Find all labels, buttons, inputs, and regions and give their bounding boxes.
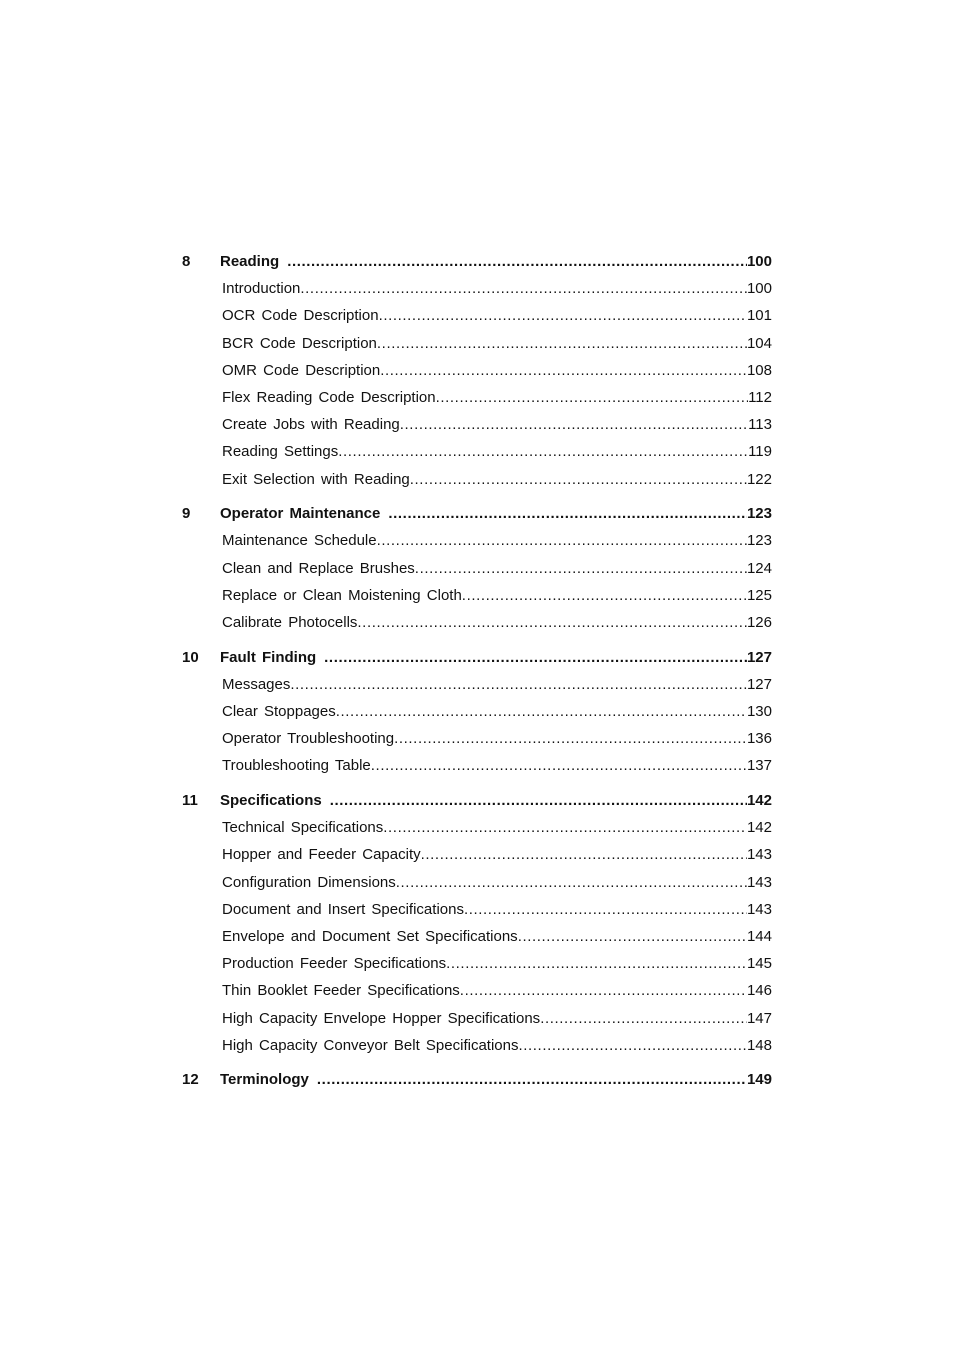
- toc-entry[interactable]: [182, 330, 772, 357]
- toc-chapter: [182, 787, 772, 1059]
- dot-leader: [383, 814, 747, 841]
- toc-line: [220, 644, 772, 671]
- toc-line: [222, 725, 772, 752]
- entry-title: Replace or Clean Moistening Cloth: [222, 586, 462, 604]
- entry-title: OMR Code Description: [222, 361, 381, 379]
- toc-entry[interactable]: [182, 384, 772, 411]
- entry-page-number: 104: [746, 334, 772, 352]
- entry-page-number: 100: [746, 280, 772, 298]
- toc-line: [220, 248, 772, 275]
- chapter-number: 9: [182, 505, 191, 523]
- entry-page-number: 108: [746, 361, 772, 379]
- entry-title: Messages: [222, 675, 291, 693]
- entry-title: High Capacity Envelope Hopper Specifications: [222, 1009, 541, 1027]
- entry-title: Clean and Replace Brushes: [222, 559, 415, 577]
- toc-chapter: [182, 248, 772, 493]
- entry-page-number: 119: [748, 443, 772, 461]
- entry-title: OCR Code Description: [222, 307, 379, 325]
- toc-entry[interactable]: [182, 923, 772, 950]
- dot-leader: [518, 923, 747, 950]
- entry-title: High Capacity Conveyor Belt Specifications: [222, 1036, 519, 1054]
- toc-line: [222, 609, 772, 636]
- toc-line: [222, 671, 772, 698]
- entry-page-number: 142: [746, 819, 772, 837]
- toc-line: [222, 814, 772, 841]
- toc-line: [222, 950, 772, 977]
- table-of-contents: [182, 248, 772, 1101]
- entry-title: Hopper and Feeder Capacity: [222, 846, 421, 864]
- entry-page-number: 137: [746, 757, 772, 775]
- dot-leader: [400, 411, 748, 438]
- toc-line: [222, 466, 772, 493]
- dot-leader: [336, 698, 747, 725]
- dot-leader: [415, 555, 747, 582]
- dot-leader: [462, 582, 747, 609]
- dot-leader: [317, 1066, 747, 1093]
- entry-title: Calibrate Photocells: [222, 613, 358, 631]
- entry-title: Reading Settings: [222, 443, 339, 461]
- dot-leader: [300, 275, 747, 302]
- chapter-page-number: 142: [746, 792, 772, 810]
- toc-line: [222, 1005, 772, 1032]
- dot-leader: [330, 787, 747, 814]
- toc-line: [222, 1032, 772, 1059]
- entry-page-number: 145: [746, 955, 772, 973]
- dot-leader: [371, 752, 747, 779]
- toc-line: [222, 302, 772, 329]
- entry-title: Thin Booklet Feeder Specifications: [222, 982, 460, 1000]
- dot-leader: [380, 357, 747, 384]
- entry-page-number: 136: [746, 730, 772, 748]
- toc-line: [222, 275, 772, 302]
- chapter-title: Specifications: [220, 792, 322, 810]
- entry-page-number: 122: [746, 470, 772, 488]
- entry-title: Clear Stoppages: [222, 703, 336, 720]
- toc-line: [222, 698, 772, 725]
- dot-leader: [436, 384, 748, 411]
- toc-line: [222, 384, 772, 411]
- entry-page-number: 127: [746, 675, 772, 693]
- chapter-page-number: 123: [746, 505, 772, 523]
- dot-leader: [421, 841, 747, 868]
- toc-entry[interactable]: [182, 302, 772, 329]
- entry-title: Exit Selection with Reading: [222, 470, 410, 488]
- dot-leader: [410, 466, 747, 493]
- dot-leader: [388, 500, 747, 527]
- toc-line: [220, 500, 772, 527]
- toc-line: [222, 841, 772, 868]
- toc-line: [222, 977, 772, 1004]
- entry-title: Technical Specifications: [222, 819, 384, 837]
- toc-entry[interactable]: [182, 609, 772, 636]
- toc-entry[interactable]: [182, 357, 772, 384]
- toc-entry[interactable]: [182, 814, 772, 841]
- toc-entry[interactable]: [182, 527, 772, 554]
- toc-entry[interactable]: [182, 869, 772, 896]
- toc-line: [222, 555, 772, 582]
- entry-page-number: 125: [746, 586, 772, 604]
- entry-title: Maintenance Schedule: [222, 532, 377, 550]
- entry-title: Introduction: [222, 280, 301, 298]
- toc-line: [222, 923, 772, 950]
- toc-chapter-heading[interactable]: [182, 787, 772, 814]
- entry-page-number: 148: [746, 1036, 772, 1054]
- dot-leader: [287, 248, 747, 275]
- dot-leader: [396, 869, 747, 896]
- toc-entry[interactable]: [182, 438, 772, 465]
- toc-chapter: [182, 500, 772, 636]
- chapter-number: 10: [182, 648, 199, 666]
- chapter-title: Fault Finding: [220, 648, 317, 666]
- dot-leader: [464, 896, 747, 923]
- entry-page-number: 101: [746, 307, 772, 325]
- toc-entry[interactable]: [182, 896, 772, 923]
- toc-line: [222, 411, 772, 438]
- entry-page-number: 143: [746, 873, 772, 891]
- entry-page-number: 143: [746, 846, 772, 864]
- toc-chapter-heading[interactable]: [182, 1066, 772, 1093]
- dot-leader: [518, 1032, 746, 1059]
- entry-title: Envelope and Document Set Specifications: [222, 928, 518, 945]
- toc-line: [222, 582, 772, 609]
- toc-chapter: [182, 1066, 772, 1093]
- chapter-number: 8: [182, 253, 191, 270]
- toc-line: [222, 869, 772, 896]
- toc-line: [222, 438, 772, 465]
- dot-leader: [290, 671, 747, 698]
- dot-leader: [446, 950, 747, 977]
- chapter-number: 11: [182, 792, 198, 810]
- toc-entry[interactable]: [182, 555, 772, 582]
- entry-title: Operator Troubleshooting: [222, 730, 395, 748]
- entry-title: Document and Insert Specifications: [222, 900, 464, 918]
- entry-title: Configuration Dimensions: [222, 873, 396, 891]
- toc-entry[interactable]: [182, 977, 772, 1004]
- dot-leader: [338, 438, 748, 465]
- chapter-title: Reading: [220, 253, 280, 270]
- toc-line: [220, 787, 772, 814]
- toc-entry[interactable]: [182, 698, 772, 725]
- toc-line: [222, 896, 772, 923]
- dot-leader: [377, 330, 747, 357]
- entry-title: Create Jobs with Reading: [222, 416, 400, 434]
- toc-line: [220, 1066, 772, 1093]
- toc-entry[interactable]: [182, 841, 772, 868]
- toc-chapter-heading[interactable]: [182, 500, 772, 527]
- chapter-number: 12: [182, 1071, 199, 1089]
- chapter-title: Operator Maintenance: [220, 505, 381, 523]
- toc-entry[interactable]: [182, 950, 772, 977]
- toc-entry[interactable]: [182, 582, 772, 609]
- toc-line: [222, 330, 772, 357]
- toc-entry[interactable]: [182, 275, 772, 302]
- entry-page-number: 126: [746, 613, 772, 631]
- entry-page-number: 147: [746, 1009, 772, 1027]
- dot-leader: [379, 302, 747, 329]
- toc-line: [222, 527, 772, 554]
- toc-line: [222, 752, 772, 779]
- dot-leader: [324, 644, 747, 671]
- entry-title: BCR Code Description: [222, 334, 377, 352]
- chapter-page-number: 127: [746, 648, 772, 666]
- entry-title: Flex Reading Code Description: [222, 388, 436, 406]
- toc-entry[interactable]: [182, 752, 772, 779]
- toc-chapter-heading[interactable]: [182, 644, 772, 671]
- toc-entry[interactable]: [182, 1005, 772, 1032]
- entry-page-number: 143: [746, 900, 772, 918]
- chapter-title: Terminology: [220, 1071, 309, 1089]
- entry-page-number: 144: [746, 928, 772, 945]
- toc-chapter-heading[interactable]: [182, 248, 772, 275]
- dot-leader: [394, 725, 747, 752]
- toc-entry[interactable]: [182, 1032, 772, 1059]
- dot-leader: [460, 977, 747, 1004]
- toc-entry[interactable]: [182, 671, 772, 698]
- entry-page-number: 123: [746, 532, 772, 550]
- entry-title: Troubleshooting Table: [222, 757, 371, 775]
- toc-entry[interactable]: [182, 411, 772, 438]
- toc-line: [222, 357, 772, 384]
- entry-title: Production Feeder Specifications: [222, 955, 447, 973]
- toc-chapter: [182, 644, 772, 780]
- chapter-page-number: 149: [746, 1071, 772, 1089]
- entry-page-number: 146: [746, 982, 772, 1000]
- toc-entry[interactable]: [182, 725, 772, 752]
- entry-page-number: 124: [746, 559, 772, 577]
- toc-entry[interactable]: [182, 466, 772, 493]
- dot-leader: [540, 1005, 747, 1032]
- dot-leader: [357, 609, 747, 636]
- entry-page-number: 130: [746, 703, 772, 720]
- chapter-page-number: 100: [746, 253, 772, 270]
- entry-page-number: 113: [748, 416, 772, 434]
- entry-page-number: 112: [748, 388, 772, 406]
- dot-leader: [377, 527, 747, 554]
